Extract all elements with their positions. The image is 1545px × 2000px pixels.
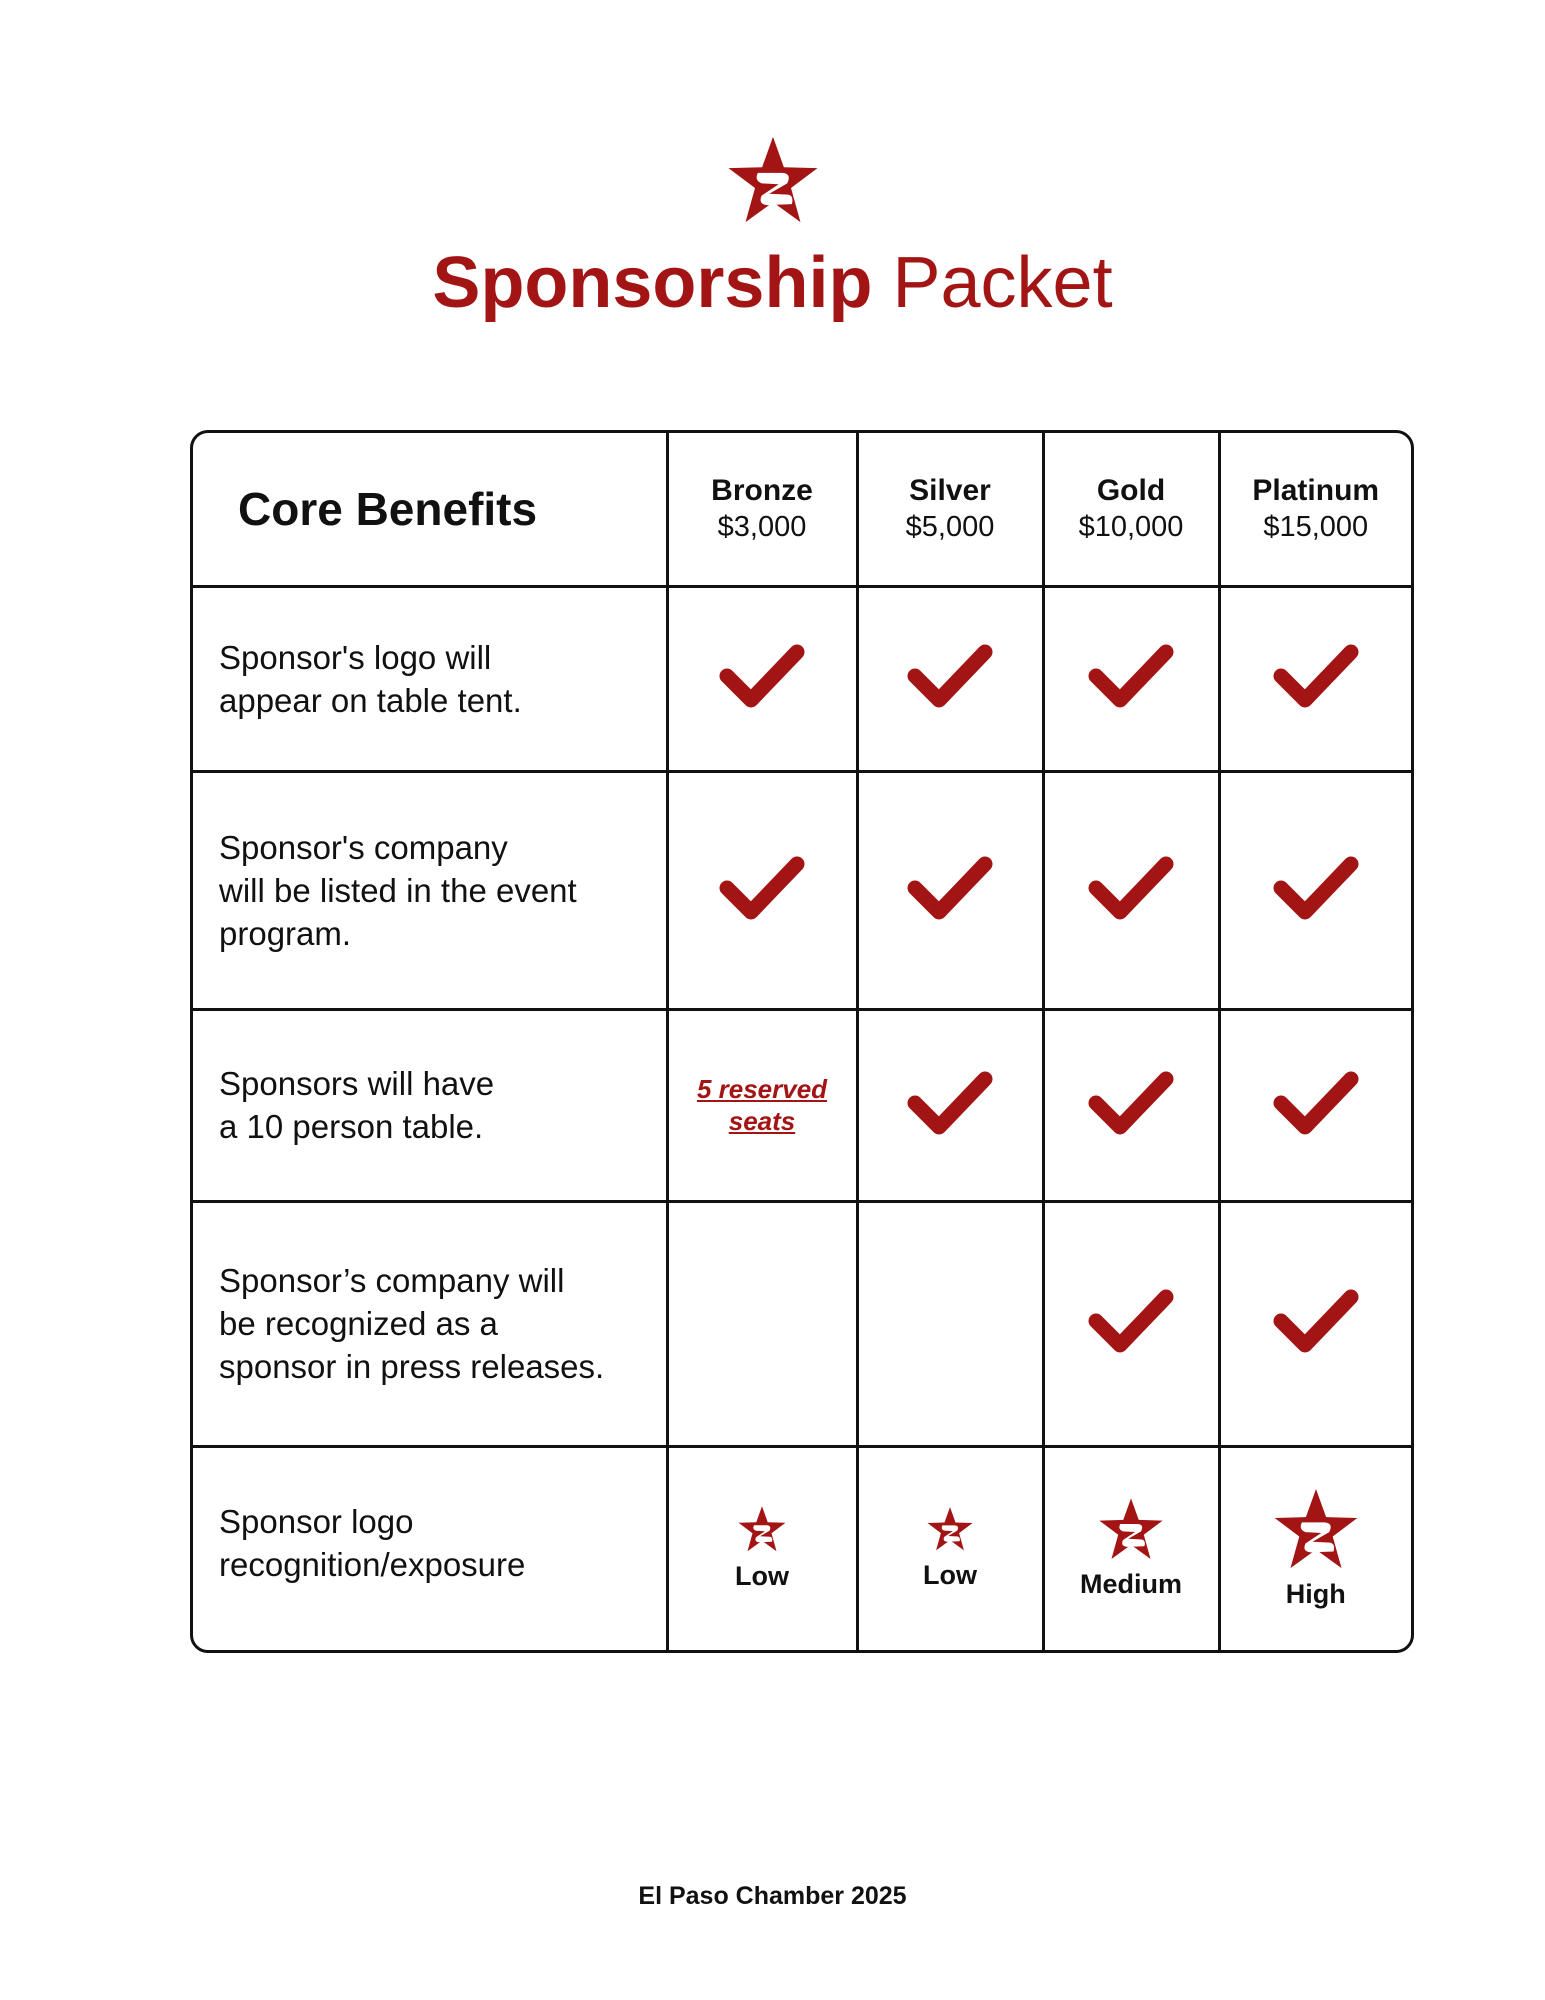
title-bold: Sponsorship — [432, 243, 873, 323]
tier-name: Bronze — [711, 473, 813, 507]
platinum-cell — [1219, 1009, 1411, 1201]
bronze-cell — [667, 1446, 857, 1650]
benefit-text — [193, 1009, 667, 1201]
tier-price: $3,000 — [717, 510, 807, 543]
table-row — [193, 1446, 1411, 1650]
silver-cell — [857, 771, 1043, 1009]
table-row — [193, 771, 1411, 1009]
tier-name: Gold — [1096, 473, 1166, 507]
benefit-line: recognition/exposure — [219, 1545, 526, 1583]
silver-cell — [857, 586, 1043, 771]
reserved-line: seats — [728, 1106, 796, 1136]
star-level-icon — [926, 1506, 974, 1552]
tier-bronze-header — [667, 433, 857, 586]
table-row — [193, 1009, 1411, 1201]
checkmark-icon — [1271, 852, 1361, 924]
checkmark-icon — [1271, 1285, 1361, 1357]
title-light: Packet — [892, 243, 1113, 323]
benefit-line: Sponsors will have — [219, 1065, 495, 1102]
star-level-icon — [1272, 1487, 1360, 1571]
checkmark-icon — [717, 852, 807, 924]
platinum-cell — [1219, 1446, 1411, 1650]
benefit-line: a 10 person table. — [219, 1108, 484, 1145]
tier-name: Platinum — [1252, 473, 1380, 507]
silver-cell — [857, 1446, 1043, 1650]
checkmark-icon — [905, 640, 995, 712]
gold-cell — [1043, 1201, 1219, 1446]
benefit-line: Sponsor's company — [219, 828, 508, 866]
benefit-text — [193, 586, 667, 771]
exposure-level: High — [1285, 1579, 1346, 1610]
tier-platinum-header — [1219, 433, 1411, 586]
exposure-level: Medium — [1079, 1569, 1182, 1600]
gold-cell — [1043, 1009, 1219, 1201]
benefit-line: Sponsor’s company will — [219, 1262, 565, 1299]
gold-cell — [1043, 586, 1219, 771]
tier-price: $15,000 — [1263, 510, 1369, 543]
table-row — [193, 586, 1411, 771]
platinum-cell — [1219, 771, 1411, 1009]
star-level-icon — [1097, 1497, 1165, 1561]
benefits-table — [190, 430, 1414, 1653]
tier-gold-header — [1043, 433, 1219, 586]
checkmark-icon — [905, 852, 995, 924]
tier-price: $5,000 — [905, 510, 995, 543]
benefit-line: sponsor in press releases. — [219, 1348, 605, 1385]
benefit-text — [193, 1446, 667, 1650]
benefit-text — [193, 771, 667, 1009]
benefit-line: will be listed in the event — [219, 871, 577, 909]
bronze-cell — [667, 771, 857, 1009]
silver-cell — [857, 1009, 1043, 1201]
gold-cell — [1043, 771, 1219, 1009]
reserved-line: 5 reserved — [696, 1074, 828, 1104]
benefit-line: program. — [219, 914, 352, 952]
benefit-line: Sponsor's logo will — [219, 638, 492, 676]
checkmark-icon — [1086, 1285, 1176, 1357]
benefit-line: be recognized as a — [219, 1305, 498, 1342]
star-logo-icon — [725, 135, 821, 225]
reserved-seats-note — [697, 1073, 827, 1137]
checkmark-icon — [1086, 852, 1176, 924]
benefit-line: Sponsor logo — [219, 1502, 414, 1540]
exposure-level: Low — [735, 1561, 789, 1592]
bronze-cell — [667, 586, 857, 771]
platinum-cell — [1219, 586, 1411, 771]
exposure-level: Low — [923, 1560, 977, 1591]
checkmark-icon — [1086, 640, 1176, 712]
checkmark-icon — [1271, 640, 1361, 712]
platinum-cell — [1219, 1201, 1411, 1446]
tier-silver-header — [857, 433, 1043, 586]
core-benefits-heading: Core Benefits — [193, 433, 667, 586]
page-title — [0, 243, 1545, 323]
silver-cell-empty — [857, 1201, 1043, 1446]
checkmark-icon — [905, 1067, 995, 1139]
footer-text: El Paso Chamber 2025 — [638, 1882, 907, 1910]
bronze-cell — [667, 1009, 857, 1201]
page-header — [0, 135, 1545, 323]
gold-cell — [1043, 1446, 1219, 1650]
benefit-text — [193, 1201, 667, 1446]
bronze-cell-empty — [667, 1201, 857, 1446]
tier-price: $10,000 — [1078, 510, 1184, 543]
table-header-row — [193, 433, 1411, 586]
checkmark-icon — [1271, 1067, 1361, 1139]
benefit-line: appear on table tent. — [219, 681, 522, 719]
table-row — [193, 1201, 1411, 1446]
star-level-icon — [737, 1505, 787, 1553]
checkmark-icon — [717, 640, 807, 712]
tier-name: Silver — [909, 473, 991, 507]
checkmark-icon — [1086, 1067, 1176, 1139]
